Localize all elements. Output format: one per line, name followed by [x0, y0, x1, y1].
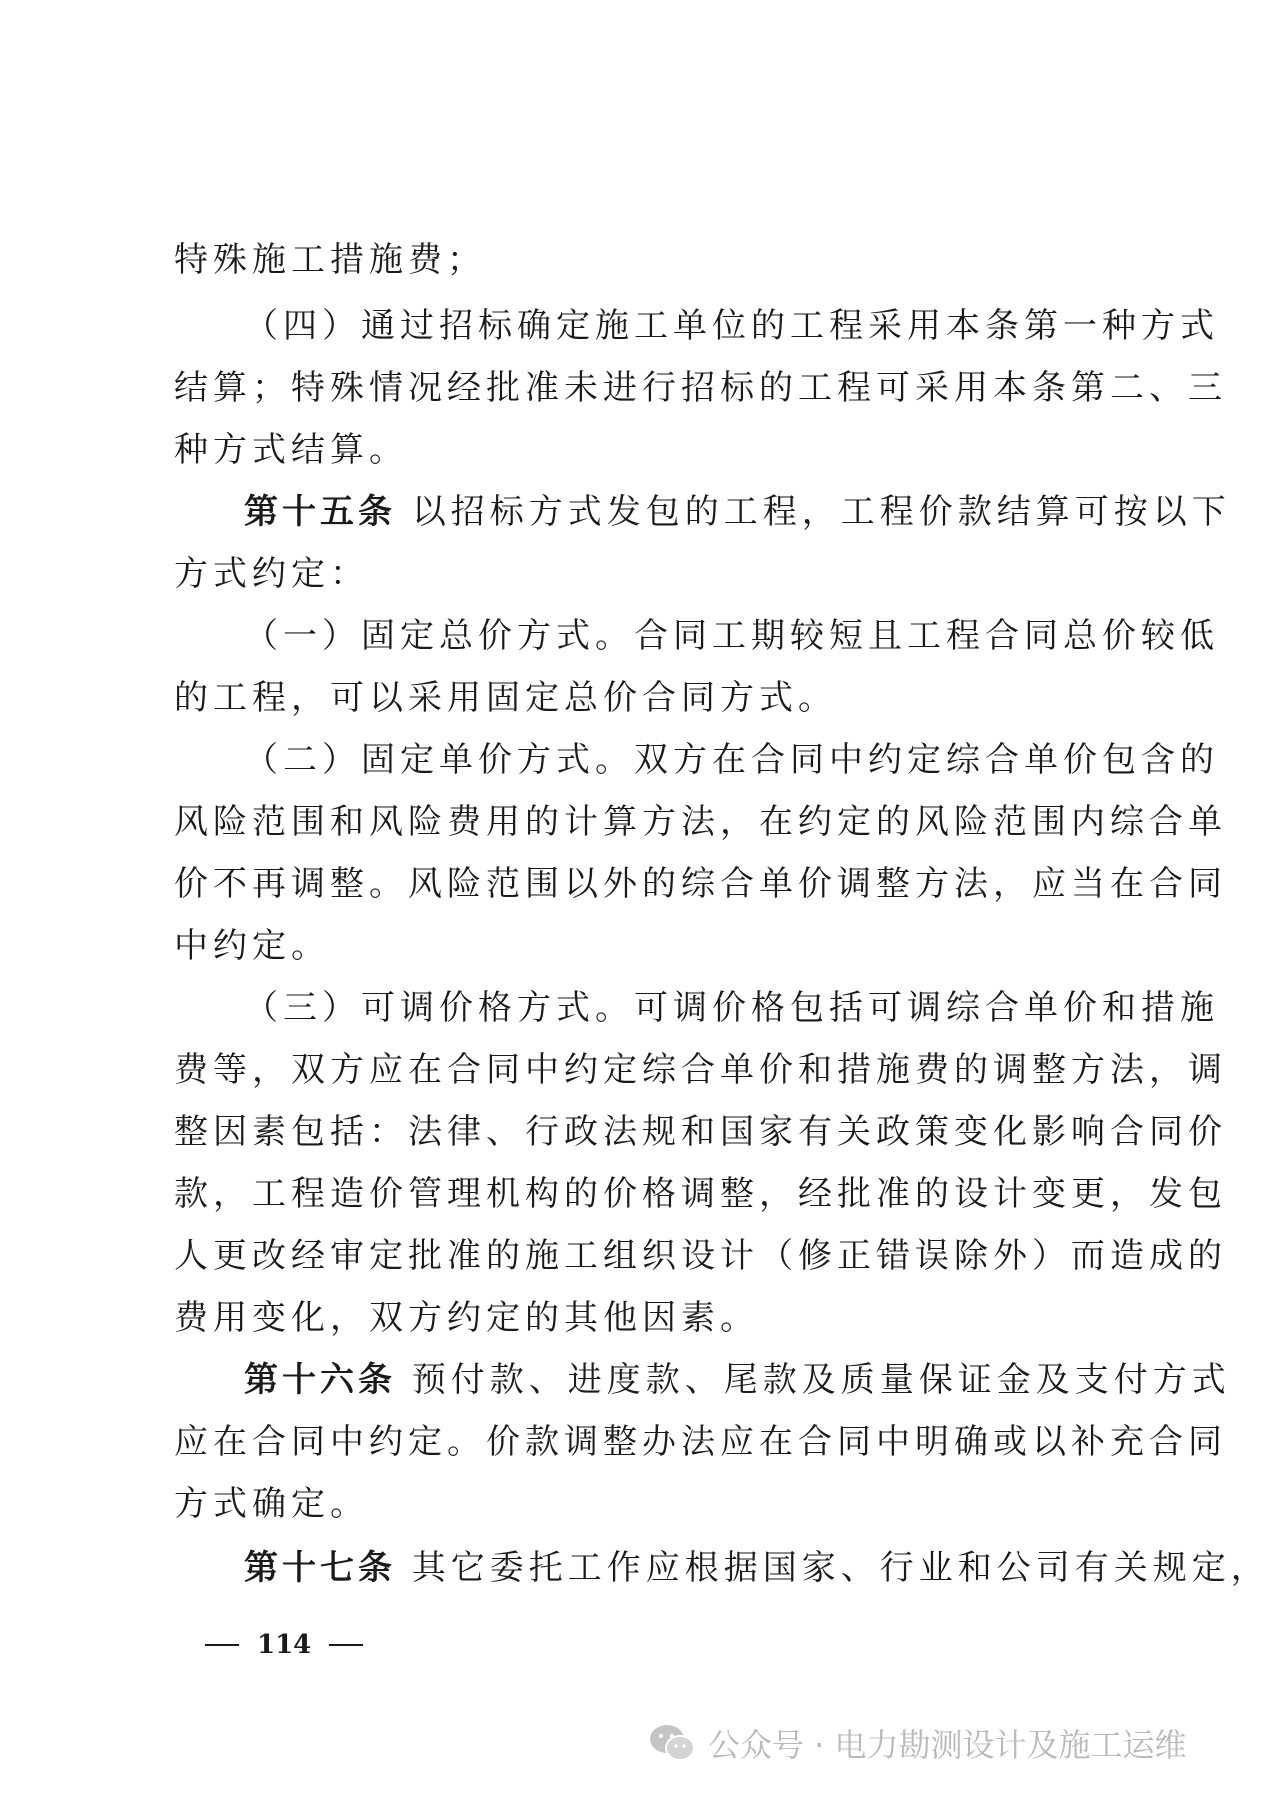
footer-dash-left: [205, 1644, 239, 1646]
wechat-icon: [648, 1721, 698, 1765]
text-line: 整因素包括：法律、行政法规和国家有关政策变化影响合同价: [174, 1112, 1227, 1152]
text-line: 方式确定。: [174, 1484, 369, 1524]
text-line: （二）固定单价方式。双方在合同中约定综合单价包含的: [244, 740, 1219, 780]
article-number: 第十五条: [244, 492, 396, 532]
text-line: 风险范围和风险费用的计算方法，在约定的风险范围内综合单: [174, 802, 1227, 842]
text-line: 人更改经审定批准的施工组织设计（修正错误除外）而造成的: [174, 1236, 1227, 1276]
article-number: 第十六条: [244, 1360, 396, 1400]
text-line: （三）可调价格方式。可调价格包括可调综合单价和措施: [244, 988, 1219, 1028]
text-line: 中约定。: [174, 926, 330, 966]
footer-dash-right: [329, 1644, 363, 1646]
article-heading-line: 第十六条 预付款、进度款、尾款及质量保证金及支付方式: [244, 1360, 1231, 1400]
text-line: 的工程，可以采用固定总价合同方式。: [174, 678, 837, 718]
page-footer: [205, 1625, 363, 1665]
article-heading-line: 第十七条 其它委托工作应根据国家、行业和公司有关规定，: [244, 1548, 1270, 1588]
watermark-text: 公众号 · 电力勘测设计及施工运维: [708, 1726, 1187, 1764]
text-line: 价不再调整。风险范围以外的综合单价调整方法，应当在合同: [174, 864, 1227, 904]
article-heading-line: 第十五条 以招标方式发包的工程，工程价款结算可按以下: [244, 492, 1231, 532]
text-line: 特殊施工措施费；: [174, 240, 486, 280]
article-number: 第十七条: [244, 1548, 396, 1588]
text-line: 款，工程造价管理机构的价格调整，经批准的设计变更，发包: [174, 1174, 1227, 1214]
text-line: 结算；特殊情况经批准未进行招标的工程可采用本条第二、三: [174, 368, 1227, 408]
text-line: 种方式结算。: [174, 430, 408, 470]
text-line: （四）通过招标确定施工单位的工程采用本条第一种方式: [244, 306, 1219, 346]
text-line: 费等，双方应在合同中约定综合单价和措施费的调整方法，调: [174, 1050, 1227, 1090]
text-line: （一）固定总价方式。合同工期较短且工程合同总价较低: [244, 616, 1219, 656]
wechat-watermark: [648, 1718, 1187, 1768]
text-line: 费用变化，双方约定的其他因素。: [174, 1298, 759, 1338]
text-line: 方式约定：: [174, 554, 369, 594]
page-number: 114: [257, 1630, 312, 1660]
text-line: 应在合同中约定。价款调整办法应在合同中明确或以补充合同: [174, 1422, 1227, 1462]
